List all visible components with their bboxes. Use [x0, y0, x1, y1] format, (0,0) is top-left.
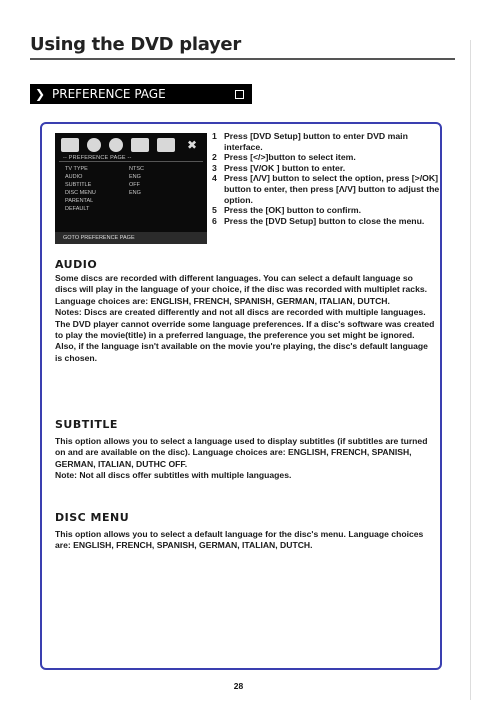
osd-row-value: ENG [129, 174, 141, 180]
password-icon [157, 138, 175, 152]
osd-row [65, 182, 201, 190]
subtitle-paragraph: This option allows you to select a language used to display subtitles (if subtitles are turned on and are available on the disc). Language choices are: ENGLISH, FRENCH, SPANISH, GERMAN, ITALIAN, DUTHC OFF. [55, 436, 428, 469]
osd-row-value: OFF [129, 182, 140, 188]
step-number: 3 [212, 162, 217, 173]
osd-divider [59, 161, 203, 162]
disc-menu-section [55, 529, 437, 552]
arrow-icon: ❯ [35, 87, 46, 101]
square-icon [235, 90, 244, 99]
step-number: 6 [212, 215, 217, 226]
osd-row-value: NTSC [129, 166, 144, 172]
step-text: Press the [DVD Setup] button to close the menu. [224, 215, 425, 226]
section-banner-label: PREFERENCE PAGE [52, 87, 166, 101]
steps-list [212, 131, 442, 226]
osd-row [65, 198, 201, 206]
step-item [212, 205, 442, 216]
osd-row-value: ENG [129, 190, 141, 196]
osd-row-label: AUDIO [65, 174, 83, 180]
title-divider [30, 58, 455, 60]
step-number: 4 [212, 173, 217, 184]
osd-menu-image [55, 133, 207, 244]
subtitle-heading: SUBTITLE [55, 418, 118, 431]
osd-header: -- PREFERENCE PAGE -- [63, 155, 132, 161]
audio-notes: Notes: Discs are created differently and not all discs are recorded with multiple languages. The DVD player cannot override some language preferences. If a disc's software was created to play the movie(title) in a preferred language, the preference you set might be ignored. [55, 307, 435, 341]
osd-row-label: DEFAULT [65, 206, 90, 212]
step-text: Press [</>]button to select item. [224, 152, 356, 163]
step-number: 5 [212, 205, 217, 216]
subtitle-note: Note: Not all discs offer subtitles with multiple languages. [55, 470, 292, 481]
osd-rows [65, 166, 201, 214]
preference-icon [131, 138, 149, 152]
osd-row [65, 174, 201, 182]
audio-heading: AUDIO [55, 258, 98, 271]
page-title: Using the DVD player [30, 34, 241, 55]
audio-paragraph-1: Some discs are recorded with different languages. You can select a default language so discs will play in the language of your choice, if the disc was recorded with multiplet racks. Language choices are: ENGLISH, FRENCH, SPANISH, GERMAN, ITALIAN, DUTCH. [55, 273, 428, 306]
step-text: Press [DVD Setup] button to enter DVD main interface. [224, 131, 408, 152]
step-text: Press [V/OK ] button to enter. [224, 162, 346, 173]
osd-icon-bar [61, 138, 203, 154]
osd-footer: GOTO PREFERENCE PAGE [55, 232, 207, 244]
step-text: Press [Λ/V] button to select the option, press [>/OK] button to enter, then press [Λ/V] button to adjust the option. [224, 173, 440, 205]
step-number: 1 [212, 131, 217, 141]
osd-row-label: PARENTAL [65, 198, 94, 204]
osd-row-label: SUBTITLE [65, 182, 92, 188]
section-banner [30, 84, 252, 104]
subtitle-section [55, 436, 437, 482]
step-number: 2 [212, 152, 217, 163]
audio-paragraph-3: Also, if the language isn't available on the movie you're playing, the disc's default language is chosen. [55, 341, 428, 363]
disc-menu-heading: DISC MENU [55, 511, 130, 524]
osd-row-label: TV TYPE [65, 166, 88, 172]
step-item [212, 131, 442, 152]
video-icon [109, 138, 123, 152]
disc-menu-paragraph: This option allows you to select a default language for the disc's menu. Language choices are: ENGLISH, FRENCH, SPANISH, GERMAN, ITALIAN, DUTCH. [55, 529, 424, 551]
osd-row [65, 190, 201, 198]
page-number: 28 [233, 681, 244, 691]
audio-section [55, 273, 437, 364]
step-item [212, 152, 442, 163]
tv-icon [61, 138, 79, 152]
step-item [212, 216, 442, 227]
osd-row [65, 206, 201, 214]
step-text: Press the [OK] button to confirm. [224, 205, 362, 216]
exit-icon: ✖ [186, 138, 198, 152]
page-edge-line [470, 40, 471, 700]
osd-row-label: DISC MENU [65, 190, 96, 196]
step-item [212, 163, 442, 174]
audio-icon [87, 138, 101, 152]
step-item [212, 173, 442, 205]
osd-row [65, 166, 201, 174]
